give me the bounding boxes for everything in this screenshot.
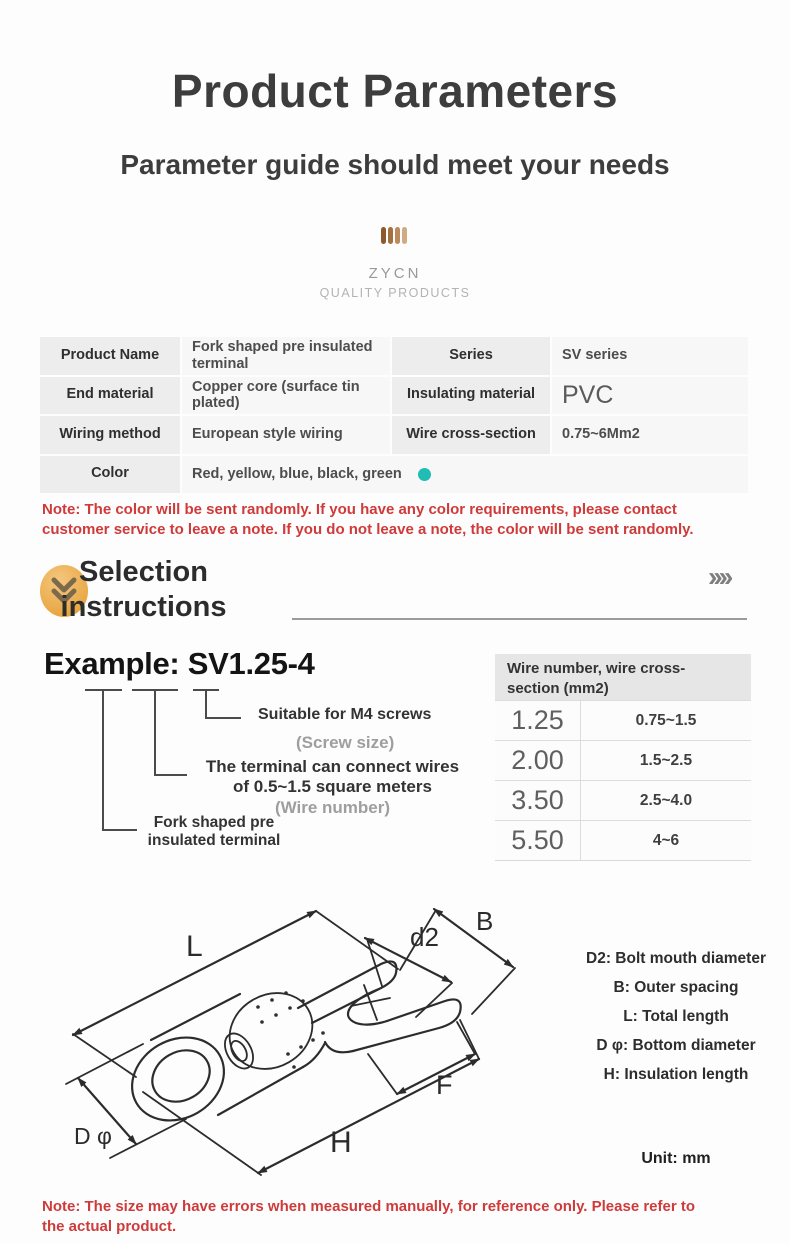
table-row: 1.25 0.75~1.5 [495,700,751,740]
spec-label: Series [392,337,550,375]
spec-value: Fork shaped pre insulated terminal [182,337,390,375]
brand-bar [381,227,386,244]
dim-label-B: B [476,906,494,936]
brand-tagline: QUALITY PRODUCTS [319,286,471,300]
dim-label-d2: d2 [410,922,439,952]
brand-bars-icon [381,227,407,244]
legend-item: L: Total length [623,1008,729,1025]
table-row: 2.00 1.5~2.5 [495,740,751,780]
spec-label: Color [40,456,180,494]
brand-name: ZYCN [368,265,422,282]
divider-line [292,618,747,620]
brand-bar [402,227,407,244]
spec-value-color [182,456,748,494]
selection-title: Selection instructions [60,556,227,623]
spec-label: Wire cross-section [392,416,550,454]
spec-table [40,337,748,493]
table-row: 5.50 4~6 [495,820,751,860]
spec-label: Insulating material [392,377,550,415]
brand-bar [388,227,393,244]
spec-label: End material [40,377,180,415]
dim-label-L: L [186,930,203,963]
color-list: Red, yellow, blue, black, green [192,465,402,482]
color-random-note: Note: The color will be sent randomly. If you have any color requirements, please contact customer service to leave a note. If you do not leave a note, the color will be sent randomly. [42,501,694,539]
callout-terminal-type: Fork shaped pre insulated terminal [147,814,281,850]
page-title: Product Parameters [171,65,619,117]
spec-label: Wiring method [40,416,180,454]
callout-screw-sub: (Screw size) [296,733,395,752]
example-title: Example: SV1.25-4 [44,646,315,681]
color-dot-icon [418,468,431,481]
terminal-dimension-drawing [48,882,568,1194]
legend-item: D2: Bolt mouth diameter [586,950,766,967]
wire-number-table [495,654,751,861]
brand-bar [395,227,400,244]
spec-value: 0.75~6Mm2 [552,416,748,454]
chevrons-right-icon: ›››› [708,561,730,592]
dim-label-Dphi: D φ [74,1123,112,1149]
spec-value: Copper core (surface tin plated) [182,377,390,415]
legend-item: B: Outer spacing [613,979,739,996]
legend-item: D φ: Bottom diameter [596,1037,756,1054]
spec-value: SV series [552,337,748,375]
dimension-legend [562,944,790,1089]
wire-table-header: Wire number, wire cross- section (mm2) [495,654,751,700]
callout-screw: Suitable for M4 screws [258,706,432,723]
legend-item: H: Insulation length [603,1066,749,1083]
dim-label-H: H [330,1126,352,1159]
spec-label: Product Name [40,337,180,375]
unit-label: Unit: mm [641,1150,711,1167]
callout-wire: The terminal can connect wires of 0.5~1.5 square meters [205,757,460,797]
spec-value: PVC [552,377,748,415]
spec-value: European style wiring [182,416,390,454]
table-row: 3.50 2.5~4.0 [495,780,751,820]
dim-label-F: F [436,1070,453,1100]
size-disclaimer-note: Note: The size may have errors when measured manually, for reference only. Please refer to the actual product. [42,1198,696,1236]
page-subtitle: Parameter guide should meet your needs [120,149,670,180]
callout-wire-sub: (Wire number) [274,798,391,817]
